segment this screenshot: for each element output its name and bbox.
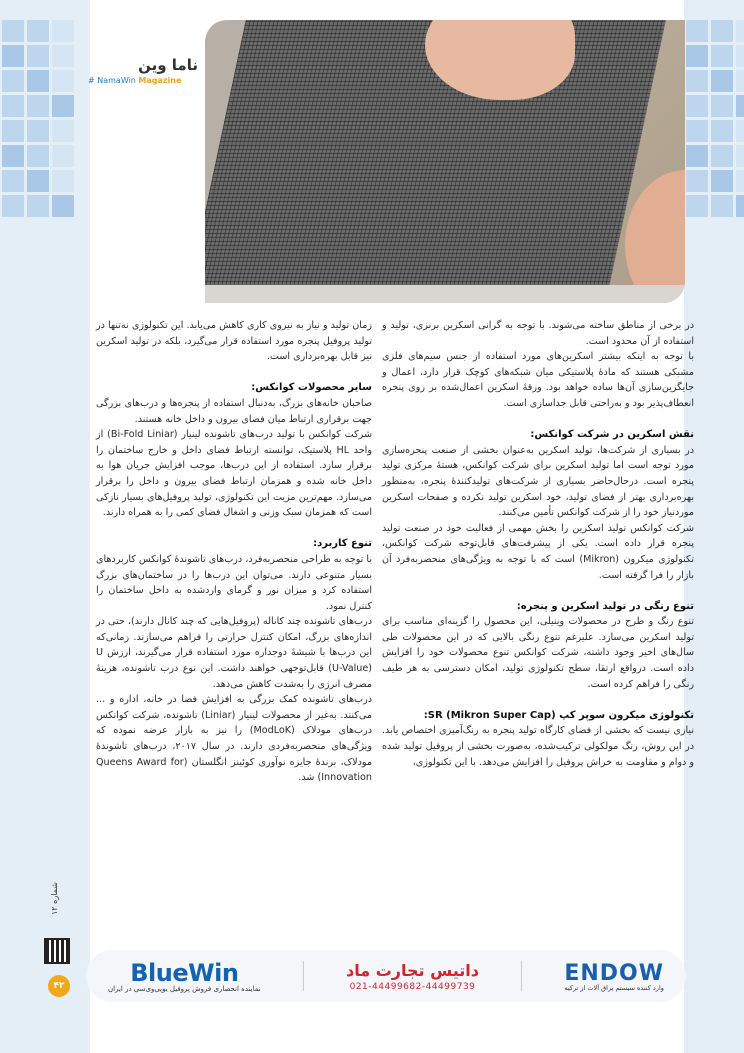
paragraph-gap — [96, 365, 372, 381]
logo-hashtag: # NamaWin Magazine — [88, 76, 182, 85]
body-paragraph: در بسیاری از شرکت‌ها، تولید اسکرین به‌عنوان بخشی از صنعت پنجره‌سازی مورد توجه است اما تولید اسکرین برای شرکت کوانکس، هستهٔ مرکزی تولید پنجره است. درحال‌حاضر بسیاری از شرکت‌های تولیدکنندهٔ پنجره، به‌منظور بهره‌برداری بهتر از فضای تولید، خود اسکرین تولید نکرده و صفحات اسکرین موردنیاز خود را از شرکت کوانکس تأمین می‌کنند. — [382, 444, 694, 519]
body-paragraph: درب‌های تاشونده چند کاناله (پروفیل‌هایی که چند کانال دارند)، حتی در اندازه‌های بزرگ، امکان کنترل حرارتی را فراهم می‌سازند. زمانی‌که این درب‌ها با شیشهٔ دوجداره مورد استفاده قرار می‌گیرند، ارزش U (U-Value) قابل‌توجهی خواهند داشت. این نوع درب تاشونده، هزینهٔ مصرف انرژی را به‌شدت کاهش می‌دهد. — [96, 616, 372, 690]
body-paragraph: شرکت کوانکس تولید اسکرین را بخش مهمی از فعالیت خود در صنعت تولید پنجره قرار داده است. یکی از پیشرفت‌های قابل‌توجه شرکت کوانکس، تکنولوژی میکرون (Mikron) است که با توجه به ویژگی‌های منحصربه‌فرد آن بازار را فرا گرفته است. — [382, 522, 694, 581]
datis-ad[interactable] — [346, 961, 479, 992]
decorative-tiles-right — [686, 20, 744, 300]
body-paragraph: زمان تولید و نیاز به نیروی کاری کاهش می‌یابد. این تکنولوژی نه‌تنها در تولید پروفیل پنجره مورد استفاده قرار می‌گیرد، بلکه در تولید اسکرین نیز قابل بهره‌برداری است. — [96, 320, 372, 363]
body-paragraph: با توجه به طراحی منحصربه‌فرد، درب‌های تاشوندهٔ کوانکس کاربردهای بسیار متنوعی دارند. می‌توان این درب‌ها را در ساختمان‌های بزرگ استفاده کرد و میزان نور و گرمای واردشده به داخل ساختمان را کنترل نمود. — [96, 553, 372, 612]
sponsor-banner — [86, 950, 686, 1002]
divider — [303, 961, 304, 991]
paragraph-gap — [382, 583, 694, 599]
body-paragraph: در برخی از مناطق ساخته می‌شوند. با توجه به گرانی اسکرین برنزی، تولید و استفاده از آن محدود است. — [382, 320, 694, 347]
paragraph-gap — [96, 521, 372, 537]
logo-name: ناما وین — [138, 56, 198, 74]
body-paragraph: درب‌های تاشونده کمک بزرگی به افزایش فضا در خانه، اداره و ... می‌کنند. به‌غیر از محصولات لینیار (Liniar) تاشونده، شرکت کوانکس درب‌های مودلاک (ModLoK) را نیز به بازار عرضه نموده که ویژگی‌های منحصربه‌فردی دارند. در سال ۲۰۱۷، درب‌های تاشوندهٔ مودلاک، برندهٔ جایزه نوآوری کوئینز انگلستان (Queens Award for Innovation) شد. — [96, 694, 372, 784]
paragraph-gap — [382, 412, 694, 428]
decorative-side-strip — [0, 0, 90, 1053]
bluewin-ad[interactable] — [108, 959, 261, 993]
endow-logo: ENDOW — [564, 960, 664, 986]
datis-phone: 021-44499682-44499739 — [349, 981, 476, 992]
section-heading: تکنولوژی میکرون سوپر کپ (SR (Mikron Super Cap: — [423, 709, 694, 721]
paragraph-gap — [382, 692, 694, 708]
article-column-right — [382, 318, 694, 770]
body-paragraph: نیازی نیست که بخشی از فضای کارگاه تولید پنجره به رنگ‌آمیزی اختصاص یابد. در این روش، رنگ مولکولی ترکیب‌شده، به‌صورت بخشی از پروفیل تولید شده و دوام و مقاومت به خراش پروفیل را افزایش می‌دهد. با این تکنولوژی، — [382, 725, 694, 768]
decorative-tiles — [2, 20, 74, 300]
magazine-logo — [88, 56, 198, 85]
page-number: ۴۲ — [48, 975, 70, 997]
section-heading: سایر محصولات کوانکس: — [251, 382, 372, 394]
divider — [521, 961, 522, 991]
body-paragraph: با توجه به اینکه بیشتر اسکرین‌های مورد استفاده از جنس سیم‌های فلزی مشبکی هستند که مادهٔ پلاستیکی میان شبکه‌های کوچک قرار دارد، اعمال و جایگزین‌سازی آن‌ها ساده خواهد بود. ورقهٔ اسکرین اعمال‌شده بر روی پنجره انعطاف‌پذیر بود و به‌راحتی قابل جداسازی است. — [382, 351, 694, 409]
issue-label: شماره ۱۲ — [50, 882, 59, 915]
bluewin-tagline: نماینده انحصاری فروش پروفیل یوپی‌وی‌سی در ایران — [108, 985, 261, 993]
section-heading: تنوع کاربرد: — [313, 538, 372, 550]
section-heading: تنوع رنگی در تولید اسکرین و پنجره: — [516, 600, 694, 612]
qr-code-icon — [44, 938, 70, 964]
hero-photo — [205, 20, 685, 303]
body-paragraph: شرکت کوانکس با تولید درب‌های تاشونده لینیار (Bi-Fold Liniar) از واحد HL پلاستیک، توانسته ارتباط فضای داخل و خارج ساختمان را برقرار سازد. استفاده از این درب‌ها، موجب افزایش جریان هوا به داخل خانه شده و همزمان ارتباط فضای بیرون و داخل را برقرار می‌سازد. مهم‌ترین مزیت این تکنولوژی، تولید پروفیل‌های بسیار نازکی است که همزمان سبک وزنی و اشغال فضای کمی را به همراه دارند. — [96, 429, 373, 519]
bluewin-logo: BlueWin — [130, 959, 239, 987]
endow-tagline: وارد کننده سیستم یراق آلات از ترکیه — [564, 983, 664, 992]
datis-logo: داتیس تجارت ماد — [346, 960, 479, 980]
article-column-left — [96, 318, 372, 786]
body-paragraph: صاحبان خانه‌های بزرگ، به‌دنبال استفاده از پنجره‌ها و درب‌های بزرگی جهت برقراری ارتباط میان فضای بیرون و داخل خانه هستند. — [96, 397, 372, 425]
body-paragraph: تنوع رنگ و طرح در محصولات وینیلی، این محصول را گزینه‌ای مناسب برای تولید اسکرین می‌سازد. علیرغم تنوع رنگی بالایی که در این محصولات طی سال‌های اخیر وجود داشته، شرکت کوانکس تنوع محصولات خود را افزایش داده است. درواقع ارتقا، سطح تکنولوژی تولید، امکان دسترسی به هر طیف رنگی را فراهم کرده است. — [382, 616, 694, 690]
section-heading: نقش اسکرین در شرکت کوانکس: — [530, 429, 694, 441]
endow-ad[interactable] — [564, 961, 664, 992]
